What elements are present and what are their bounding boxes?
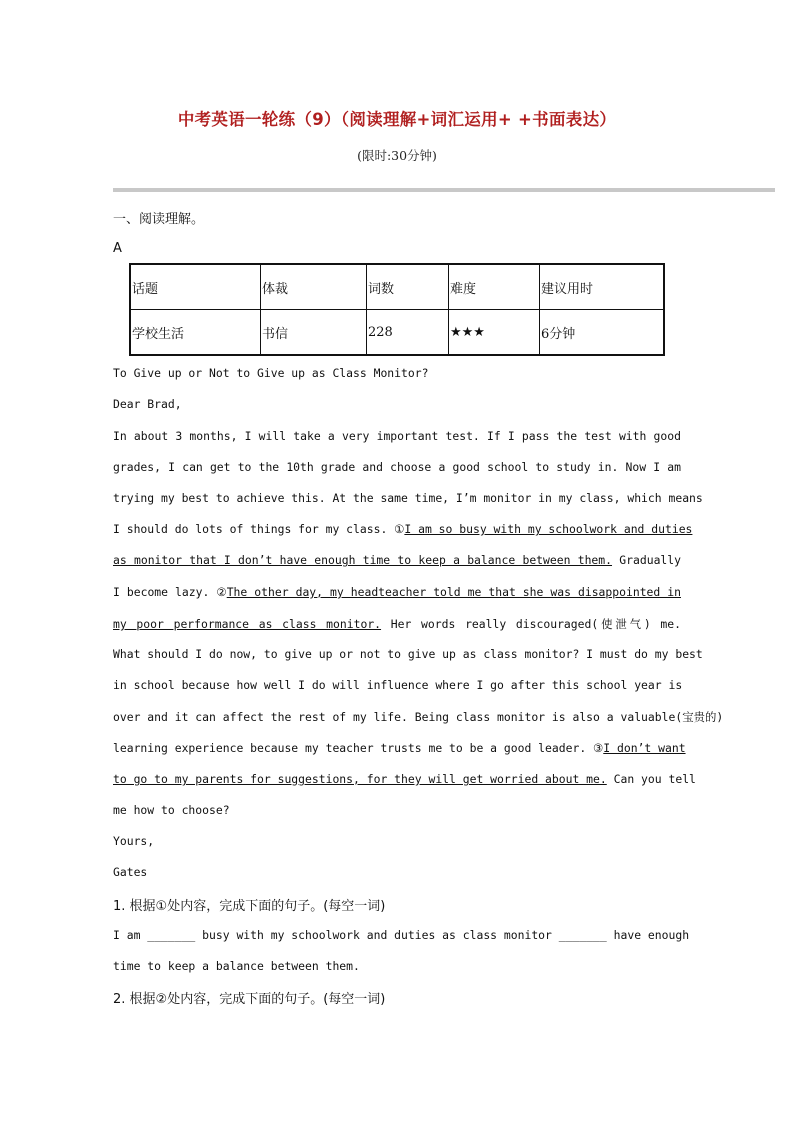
- table-row: [130, 310, 664, 356]
- table-header-row: [130, 264, 664, 310]
- question-1: 1. 根据①处内容，完成下面的句子。(每空一词): [113, 899, 386, 914]
- underlined-sentence-1: I am so busy with my schoolwork and duties: [404, 522, 693, 536]
- letter-line: grades, I can get to the 10th grade and choose a good school to study in. Now I am: [113, 460, 681, 474]
- table-cell: 话题: [130, 264, 261, 310]
- passage-label: A: [113, 241, 122, 256]
- time-limit: (限时:30分钟): [357, 148, 437, 163]
- underlined-sentence-1-cont: as monitor that I don’t have enough time to keep a balance between them.: [113, 553, 613, 567]
- letter-line: [113, 741, 686, 755]
- letter-text: Her words really discouraged(使泄气) me.: [381, 617, 681, 631]
- letter-text: I should do lots of things for my class. ①: [113, 522, 405, 536]
- table-cell: 词数: [367, 264, 449, 310]
- question-2: 2. 根据②处内容，完成下面的句子。(每空一词): [113, 992, 386, 1007]
- letter-line: [113, 522, 693, 536]
- letter-line: me how to choose?: [113, 803, 230, 817]
- table-cell: 学校生活: [130, 310, 261, 356]
- section-heading: 一、阅读理解。: [113, 212, 205, 227]
- underlined-sentence-3: I don’t want: [603, 741, 686, 755]
- table-cell: ★★★: [449, 310, 540, 356]
- underlined-sentence-2: The other day, my headteacher told me that she was disappointed in: [226, 585, 681, 599]
- letter-line: [113, 585, 681, 599]
- letter-greeting: Dear Brad,: [113, 397, 182, 411]
- letter-title: To Give up or Not to Give up as Class Monitor?: [113, 366, 429, 380]
- table-cell: 书信: [261, 310, 367, 356]
- letter-line: trying my best to achieve this. At the same time, I’m monitor in my class, which means: [113, 491, 703, 505]
- table-cell: 难度: [449, 264, 540, 310]
- underlined-sentence-2-cont: my poor performance as class monitor.: [113, 617, 382, 631]
- letter-line: [113, 553, 681, 567]
- letter-line: In about 3 months, I will take a very important test. If I pass the test with good: [113, 429, 681, 443]
- letter-closing: Yours,: [113, 834, 155, 848]
- info-table: [129, 263, 665, 356]
- letter-line: in school because how well I do will influence where I go after this school year is: [113, 678, 683, 692]
- letter-text: Gradually: [612, 553, 681, 567]
- letter-line: [113, 772, 696, 786]
- letter-text: I become lazy. ②: [113, 585, 227, 599]
- divider: [113, 188, 775, 192]
- letter-line: [113, 616, 681, 632]
- table-cell: 建议用时: [540, 264, 665, 310]
- letter-line: What should I do now, to give up or not to give up as class monitor? I must do my best: [113, 647, 703, 661]
- page-title: 中考英语一轮练（9）（阅读理解+词汇运用+ +书面表达）: [177, 110, 617, 129]
- letter-line: over and it can affect the rest of my life. Being class monitor is also a valuable(宝贵的): [113, 710, 724, 724]
- letter-text: Can you tell: [606, 772, 696, 786]
- table-cell: 体裁: [261, 264, 367, 310]
- letter-signature: Gates: [113, 865, 148, 879]
- table-cell: 6分钟: [540, 310, 665, 356]
- table-cell: 228: [367, 310, 449, 356]
- question-1-sentence: I am _______ busy with my schoolwork and duties as class monitor _______ have enough: [113, 928, 690, 942]
- underlined-sentence-3-cont: to go to my parents for suggestions, for they will get worried about me.: [113, 772, 607, 786]
- letter-text: learning experience because my teacher trusts me to be a good leader. ③: [113, 741, 604, 755]
- question-1-sentence-cont: time to keep a balance between them.: [113, 959, 360, 973]
